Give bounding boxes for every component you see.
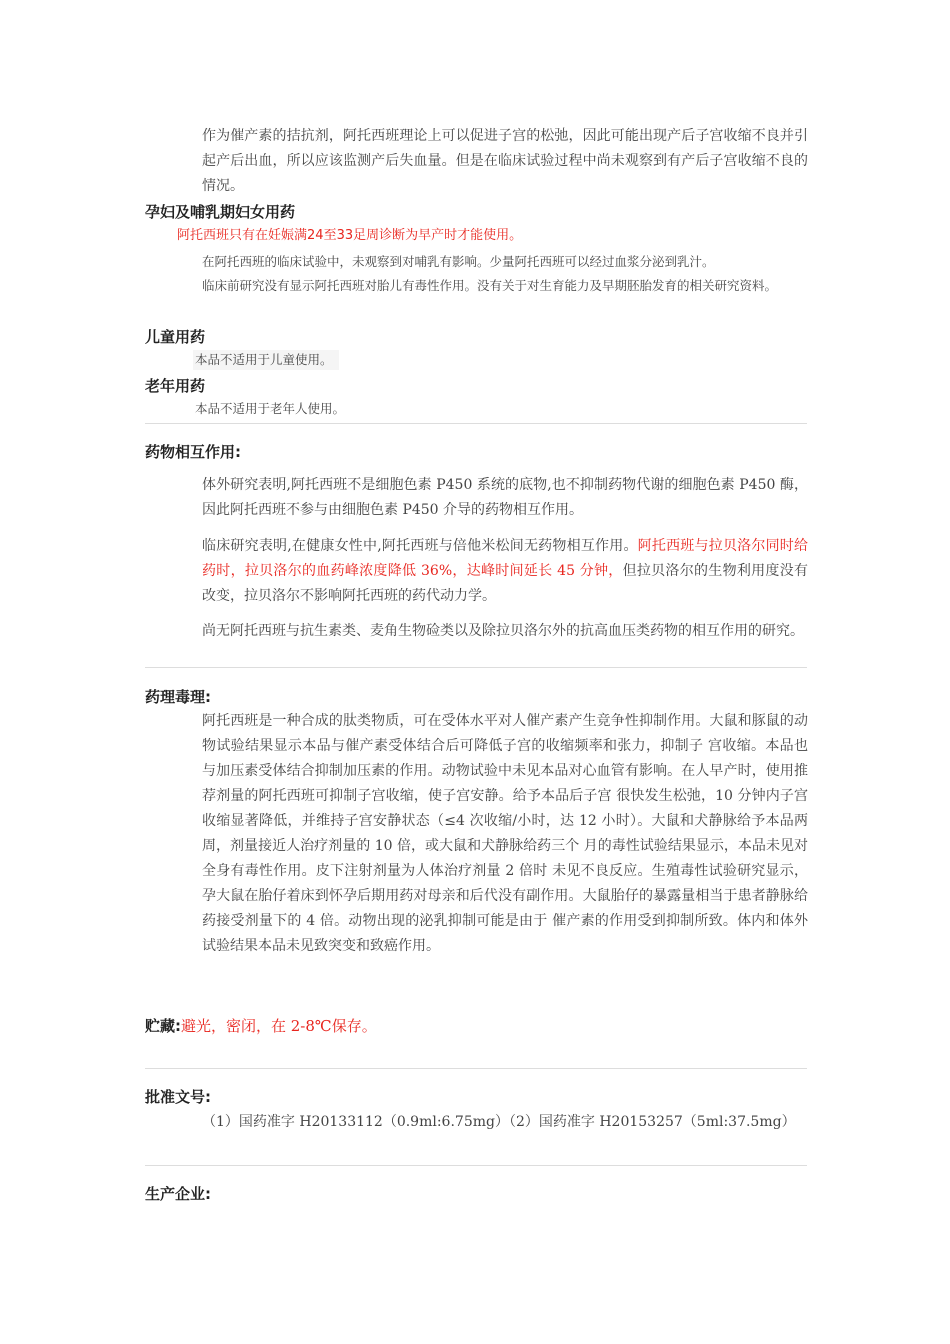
storage-text: 避光，密闭，在 2-8℃保存。 (181, 1017, 377, 1035)
pregnancy-red-note (177, 226, 522, 246)
pregnancy-line-2: 临床前研究没有显示阿托西班对胎儿有毒性作用。没有关于对生育能力及早期胚胎发育的相关研究资料。 (202, 278, 778, 293)
storage-line (145, 1015, 377, 1037)
divider-3 (145, 1068, 807, 1069)
pharmacology-text: 阿托西班是一种合成的肽类物质，可在受体水平对人催产素产生竞争性抑制作用。大鼠和豚鼠的动物试验结果显示本品与催产素受体结合后可降低子宫的收缩频率和张力，抑制子 宫收缩。本品也与加压素受体结合抑制加压素的作用。动物试验中未见本品对心血管有影响。在人早产时，使用推荐剂量的阿托西班可抑制子宫收缩，使子宫安静。给予本品后子宫 很快发生松弛，10 分钟内子宫收缩显著降低，并维持子宫安静状态（≤4 次收缩/小时，达 12 小时）。大鼠和犬静脉给予本品两周，剂量接近人治疗剂量的 10 倍，或大鼠和犬静脉给药三个 月的毒性试验结果显示，本品未见对全身有毒性作用。皮下注射剂量为人体治疗剂量 2 倍时 未见不良反应。生殖毒性试验研究显示，孕大鼠在胎仔着床到怀孕后期用药对母亲和后代没有副作用。大鼠胎仔的暴露量相当于患者静脉给药接受剂量下的 4 倍。动物出现的泌乳抑制可能是由于 催产素的作用受到抑制所致。体内和体外试验结果本品未见致突变和致癌作用。 (202, 713, 808, 954)
pharmacology-heading: 药理毒理: (145, 688, 211, 706)
interactions-paragraph-1: 体外研究表明,阿托西班不是细胞色素 P450 系统的底物,也不抑制药物代谢的细胞色素 P450 酶，因此阿托西班不参与由细胞色素 P450 介导的药物相互作用。 (202, 477, 808, 518)
storage-heading: 贮藏: (145, 1017, 181, 1035)
red-note-part-d: 33 (336, 228, 354, 243)
children-text: 本品不适用于儿童使用。 (193, 350, 339, 370)
divider-2 (145, 667, 807, 668)
manufacturer-heading: 生产企业: (145, 1185, 211, 1203)
red-note-part-a: 阿托西班只有在妊娠满 (177, 228, 308, 243)
approval-text: （1）国药准字 H20133112（0.9ml:6.75mg）（2）国药准字 H20153257（5ml:37.5mg） (202, 1114, 796, 1130)
divider-4 (145, 1165, 807, 1166)
approval-heading: 批准文号: (145, 1088, 211, 1106)
interactions-paragraph-2 (202, 534, 808, 609)
elderly-text: 本品不适用于老年人使用。 (195, 401, 346, 416)
red-note-part-c: 至 (323, 228, 337, 243)
pregnancy-line-1: 在阿托西班的临床试验中，未观察到对哺乳有影响。少量阿托西班可以经过血浆分泌到乳汁。 (202, 254, 715, 269)
interactions-p2-normal: 临床研究表明,在健康女性中,阿托西班与倍他米松间无药物相互作用。 (202, 538, 638, 554)
pregnancy-heading: 孕妇及哺乳期妇女用药 (145, 203, 296, 221)
interactions-heading: 药物相互作用: (145, 443, 241, 461)
red-note-part-b: 24 (307, 228, 324, 243)
postpartum-paragraph: 作为催产素的拮抗剂，阿托西班理论上可以促进子宫的松弛，因此可能出现产后子宫收缩不良并引起产后出血，所以应该监测产后失血量。但是在临床试验过程中尚未观察到有产后子宫收缩不良的情况。 (202, 128, 808, 194)
interactions-paragraph-3: 尚无阿托西班与抗生素类、麦角生物硷类以及除拉贝洛尔外的抗高血压类药物的相互作用的研究。 (202, 623, 804, 639)
divider-1 (145, 423, 807, 424)
interactions-p2-tail: 但拉贝洛尔的生物利用度没有改变，拉贝洛尔不影响阿托西班的药代动力学。 (202, 563, 809, 604)
children-heading: 儿童用药 (145, 328, 206, 346)
elderly-heading: 老年用药 (145, 377, 206, 395)
red-note-part-e: 足周诊断为早产时才能使用。 (353, 228, 523, 243)
interactions-p2-red: 阿托西班与拉贝洛尔同时给药时，拉贝洛尔的血药峰浓度降低 36%，达峰时间延长 45 分钟， (202, 538, 808, 579)
